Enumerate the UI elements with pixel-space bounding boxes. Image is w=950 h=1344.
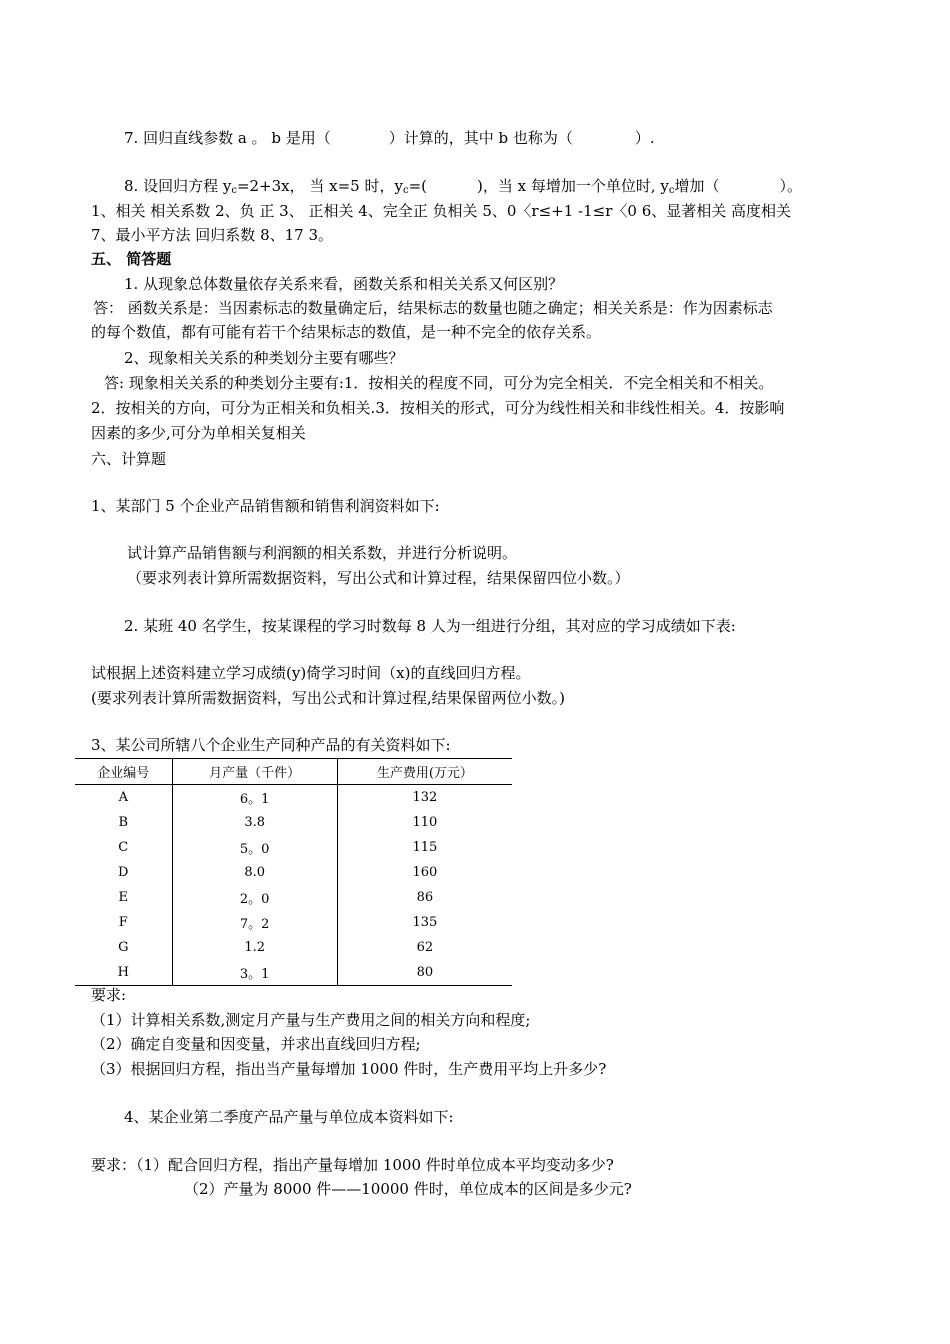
calc-question-4-req-2: （2）产量为 8000 件——10000 件时，单位成本的区间是多少元? [184,1180,632,1198]
table-cell: 2。0 [172,885,337,910]
answer-key-line-1: 1、相关 相关系数 2、负 正 3、 正相关 4、完全正 负相关 5、0〈r≤+1 -1≤r〈0 6、显著相关 高度相关 [91,202,792,220]
calc-question-2-task: 试根据上述资料建立学习成绩(y)倚学习时间（x)的直线回归方程。 [91,664,531,682]
table-cell: C [118,840,129,855]
table-cell: H [117,965,129,980]
table-cell: 5。0 [172,835,337,860]
calc-question-3-req-1: （1）计算相关系数,测定月产量与生产费用之间的相关方向和程度; [91,1011,531,1029]
table-row [75,885,512,910]
table-cell: 3。1 [172,960,337,986]
short-question-1: 1. 从现象总体数量依存关系来看，函数关系和相关关系又何区别？ [124,275,564,293]
answer-key-line-2: 7、最小平方法 回归系数 8、17 3。 [91,226,334,244]
question-7: 7. 回归直线参数 a 。 b 是用（ ）计算的，其中 b 也称为（ ）. [124,129,655,147]
table-cell: 132 [337,785,512,811]
calc-question-1-task: 试计算产品销售额与利润额的相关系数，并进行分析说明。 [127,544,518,562]
table-row [75,785,512,811]
calc-question-3-requirements-label: 要求: [91,986,127,1004]
short-answer-1-line-1: 答： 函数关系是：当因素标志的数量确定后，结果标志的数量也随之确定；相关关系是：作为因素标志 [93,299,773,317]
table-cell: E [118,890,129,905]
table-row [75,910,512,935]
table-row [75,835,512,860]
calc-question-3-req-3: （3）根据回归方程，指出当产量每增加 1000 件时，生产费用平均上升多少? [91,1060,607,1078]
table-cell: 7。2 [172,910,337,935]
table-header-cell: 月产量（千件） [172,759,337,785]
calc-question-1-note: （要求列表计算所需数据资料，写出公式和计算过程，结果保留四位小数。） [127,569,630,587]
table-header-row [75,759,512,785]
table-cell: F [118,915,128,930]
table-cell: 8.0 [172,860,337,885]
question-8: 8. 设回归方程 $y_c=2+3x$， 当 x=5 时，$y_c=$( )，当 x 每增加一个单位时, $y_c$增加（ ）。 [124,177,803,196]
calc-question-4-req-1: 要求：（1）配合回归方程，指出产量每增加 1000 件时单位成本平均变动多少? [91,1156,614,1174]
section-5-heading: 五、 简答题 [91,250,172,268]
table-cell: 6。1 [172,785,337,811]
table-row [75,960,512,986]
short-answer-2-line-2: 2．按相关的方向，可分为正相关和负相关.3．按相关的形式，可分为线性相关和非线性相关。4．按影响 [91,399,785,417]
table-cell: 3.8 [172,810,337,835]
table-cell: A [118,790,128,805]
section-6-heading: 六、计算题 [91,450,167,468]
table-cell: 115 [337,835,512,860]
calc-question-2: 2. 某班 40 名学生，按某课程的学习时数每 8 人为一组进行分组，其对应的学习成绩如下表: [124,617,736,635]
table-cell: 135 [337,910,512,935]
table-cell: 110 [337,810,512,835]
short-answer-2-line-3: 因素的多少,可分为单相关复相关 [91,424,306,442]
table-cell: D [118,865,129,880]
calc-question-3-req-2: （2）确定自变量和因变量，并求出直线回归方程; [91,1035,421,1053]
table-row [75,860,512,885]
table-row [75,935,512,960]
short-answer-1-line-2: 的每个数值，都有可能有若干个结果标志的数值，是一种不完全的依存关系。 [91,323,602,341]
table-cell: 1.2 [172,935,337,960]
table-header-cell: 企业编号 [97,766,150,781]
table-cell: 86 [337,885,512,910]
table-cell: 160 [337,860,512,885]
table-cell: B [118,815,129,830]
calc-question-2-note: (要求列表计算所需数据资料，写出公式和计算过程,结果保留两位小数。) [91,689,565,707]
calc-question-4: 4、某企业第二季度产品产量与单位成本资料如下: [124,1108,454,1126]
enterprise-data-table [75,758,512,986]
table-cell: 62 [337,935,512,960]
table-cell: G [118,940,129,955]
table-row [75,810,512,835]
short-answer-2-line-1: 答: 现象相关关系的种类划分主要有:1．按相关的程度不同，可分为完全相关．不完全相关和不相关。 [104,374,774,392]
table-cell: 80 [337,960,512,986]
table-header-cell: 生产费用(万元） [337,759,512,785]
calc-question-1: 1、某部门 5 个企业产品销售额和销售利润资料如下: [91,497,440,515]
calc-question-3: 3、某公司所辖八个企业生产同种产品的有关资料如下: [91,736,451,754]
short-question-2: 2、现象相关关系的种类划分主要有哪些？ [124,349,404,367]
